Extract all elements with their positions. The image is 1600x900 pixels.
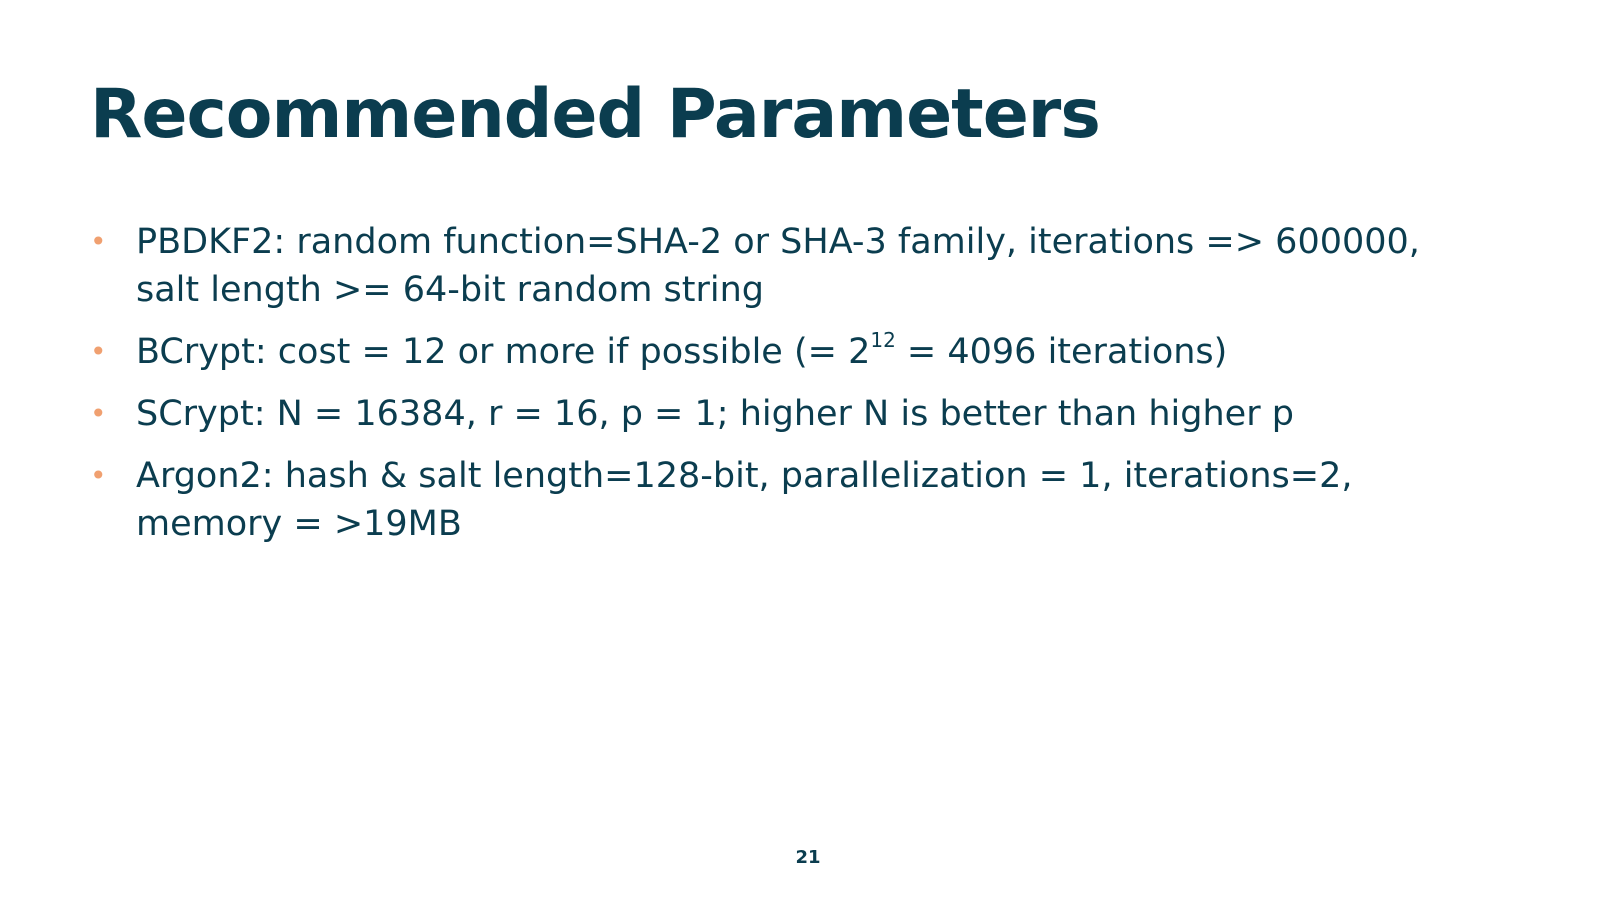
page-number: 21 [795,847,821,868]
bullet-dot-icon: • [90,335,107,368]
bullet-text-after: = 4096 iterations) [895,332,1228,372]
bullet-text-before: BCrypt: cost = 12 or more if possible (= 2 [136,332,871,372]
bullet-text: SCrypt: N = 16384, r = 16, p = 1; higher N is better than higher p [136,394,1294,434]
bullet-text: Argon2: hash & salt length=128-bit, parallelization = 1, iterations=2, memory = >19MB [136,456,1353,544]
slide-title: Recommended Parameters [90,75,1100,154]
bullet-dot-icon: • [90,397,107,430]
exponent: 12 [870,328,896,352]
bullet-item-argon2 [90,452,1490,548]
bullet-item-bcrypt [90,328,1490,376]
bullet-dot-icon: • [90,459,107,492]
bullet-dot-icon: • [90,225,107,258]
bullet-text [136,328,1228,372]
bullet-item-scrypt [90,390,1490,438]
bullet-item-pbkdf2 [90,218,1490,314]
bullet-text: PBDKF2: random function=SHA-2 or SHA-3 family, iterations => 600000, salt length >= 64-bit random string [136,222,1420,310]
bullet-list [90,218,1490,562]
